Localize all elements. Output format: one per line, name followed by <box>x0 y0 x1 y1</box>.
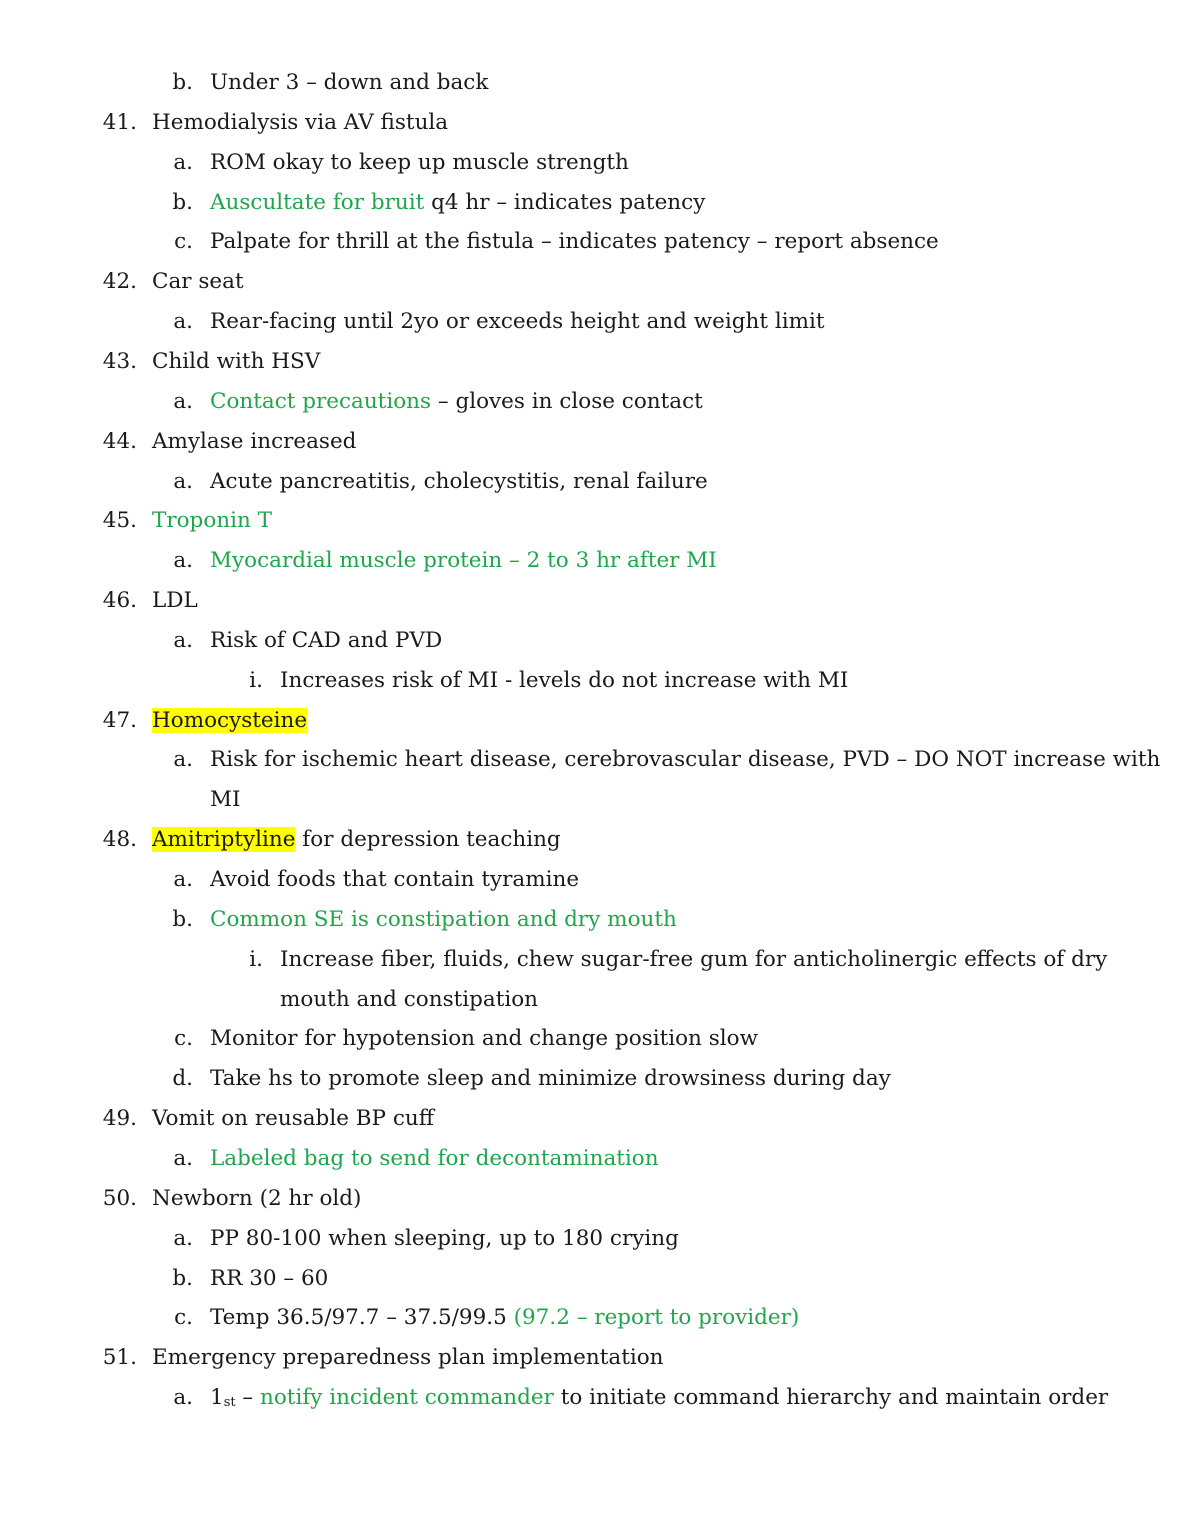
text-segment: Car seat <box>152 269 244 295</box>
list-marker: c. <box>174 229 193 255</box>
outline-item-level-1 <box>0 1179 1190 1219</box>
text-segment: Monitor for hypotension and change position slow <box>210 1026 758 1052</box>
list-marker: a. <box>173 867 193 892</box>
item-text <box>152 262 244 302</box>
text-segment: Newborn (2 hr old) <box>152 1185 362 1211</box>
text-segment: Palpate for thrill at the fistula – indicates patency – report absence <box>210 229 939 255</box>
item-text <box>210 860 579 900</box>
list-marker: 41. <box>102 109 137 135</box>
outline-item-level-2 <box>0 222 1190 262</box>
text-segment: RR 30 – 60 <box>210 1265 329 1291</box>
item-text <box>152 342 320 382</box>
highlighted-text: Homocysteine <box>152 707 308 733</box>
outline-item-level-2 <box>0 860 1190 900</box>
list-marker: c. <box>174 1305 193 1331</box>
text-segment: LDL <box>152 588 198 614</box>
list-marker: b. <box>172 1265 193 1291</box>
text-segment: – gloves in close contact <box>431 388 703 414</box>
outline-item-level-2 <box>0 621 1190 661</box>
list-marker: 44. <box>102 428 137 454</box>
emphasized-text: Myocardial muscle protein – 2 to 3 hr after MI <box>210 548 717 574</box>
item-text <box>210 183 705 223</box>
outline-item-level-2 <box>0 1378 1190 1418</box>
outline-item-level-3 <box>0 940 1190 980</box>
outline-item-level-1 <box>0 1338 1190 1378</box>
list-marker: 45. <box>102 508 137 534</box>
list-marker: a. <box>173 1225 193 1251</box>
item-text <box>210 382 703 422</box>
highlighted-text: Amitriptyline <box>152 827 296 853</box>
list-marker: i. <box>249 667 263 693</box>
outline-item-level-3 <box>0 661 1190 701</box>
item-text <box>152 1179 361 1219</box>
item-text <box>210 1019 758 1059</box>
list-marker: 47. <box>102 707 137 733</box>
text-segment: MI <box>210 787 241 813</box>
text-segment: – <box>235 1385 261 1411</box>
outline-item-level-2 <box>0 1139 1190 1179</box>
item-text <box>280 980 538 1020</box>
outline-item-level-2 <box>0 382 1190 422</box>
outline-item-level-1 <box>0 422 1190 462</box>
text-segment: Increase fiber, fluids, chew sugar-free gum for anticholinergic effects of dry <box>280 946 1108 972</box>
emphasized-text: notify incident commander <box>260 1385 554 1411</box>
item-text <box>210 1059 891 1099</box>
list-marker: a. <box>173 388 193 414</box>
outline-item-level-1 <box>0 581 1190 621</box>
list-marker: 51. <box>102 1345 137 1371</box>
item-text <box>152 501 272 541</box>
emphasized-text: Auscultate for bruit <box>210 189 425 215</box>
list-marker: a. <box>173 149 193 175</box>
text-segment: 1 <box>210 1385 224 1411</box>
list-marker: i. <box>249 946 263 972</box>
text-segment: Emergency preparedness plan implementation <box>152 1345 664 1371</box>
text-segment: Hemodialysis via AV fistula <box>152 109 449 135</box>
item-text <box>210 780 241 820</box>
list-marker: a. <box>173 1385 193 1411</box>
outline-item-level-1 <box>0 342 1190 382</box>
item-text <box>280 661 848 701</box>
outline-item-level-2 <box>0 1059 1190 1099</box>
item-text <box>210 302 825 342</box>
outline-item-level-2 <box>0 1019 1190 1059</box>
item-text <box>210 1259 328 1299</box>
emphasized-text: Contact precautions <box>210 388 432 414</box>
text-segment: mouth and constipation <box>280 986 539 1012</box>
text-segment: Rear-facing until 2yo or exceeds height and weight limit <box>210 309 825 335</box>
list-marker: d. <box>172 1066 193 1092</box>
outline-item-level-2 <box>0 183 1190 223</box>
outline-item-level-1 <box>0 103 1190 143</box>
text-segment: Under 3 – down and back <box>210 70 489 95</box>
list-marker: a. <box>173 627 193 653</box>
outline-item-level-3 <box>0 980 1190 1020</box>
outline-item-level-1 <box>0 701 1190 741</box>
outline-item-level-1 <box>0 501 1190 541</box>
item-text <box>210 1219 679 1259</box>
item-text <box>152 1338 664 1378</box>
item-text <box>210 1139 659 1179</box>
text-segment: Child with HSV <box>152 348 321 374</box>
list-marker: 50. <box>102 1185 137 1211</box>
list-marker: 42. <box>102 269 137 295</box>
outline-item-level-1 <box>0 262 1190 302</box>
outline-item-level-2 <box>0 780 1190 820</box>
text-segment: for depression teaching <box>295 827 561 853</box>
emphasized-text: Troponin T <box>152 508 273 534</box>
list-marker: b. <box>172 906 193 932</box>
text-segment: Increases risk of MI - levels do not increase with MI <box>280 667 849 693</box>
text-segment: Risk of CAD and PVD <box>210 627 443 653</box>
item-text <box>210 740 1160 780</box>
outline-item-level-2 <box>0 900 1190 940</box>
emphasized-text: Labeled bag to send for decontamination <box>210 1145 659 1171</box>
outline-item-level-1 <box>0 820 1190 860</box>
list-marker: 43. <box>102 348 137 374</box>
list-marker: a. <box>173 309 193 335</box>
item-text <box>210 63 488 103</box>
outline-item-level-2 <box>0 1219 1190 1259</box>
list-marker: b. <box>172 189 193 215</box>
text-segment: q4 hr – indicates patency <box>424 189 706 215</box>
text-segment: st <box>223 1395 236 1411</box>
item-text <box>152 820 561 860</box>
item-text <box>152 581 198 621</box>
item-text <box>152 1099 434 1139</box>
outline-item-level-1 <box>0 1099 1190 1139</box>
outline-item-level-2 <box>0 462 1190 502</box>
item-text <box>210 621 442 661</box>
list-marker: a. <box>173 468 193 494</box>
text-segment: Take hs to promote sleep and minimize drowsiness during day <box>210 1066 891 1092</box>
item-text <box>210 541 717 581</box>
list-marker: a. <box>173 747 193 773</box>
list-marker: 49. <box>102 1106 137 1132</box>
list-marker: a. <box>173 1145 193 1171</box>
text-segment: PP 80-100 when sleeping, up to 180 crying <box>210 1225 679 1251</box>
emphasized-text: Common SE is constipation and dry mouth <box>210 906 677 932</box>
item-text <box>210 1378 1108 1421</box>
text-segment: ROM okay to keep up muscle strength <box>210 149 629 175</box>
outline-item-level-2 <box>0 302 1190 342</box>
item-text <box>210 900 677 940</box>
outline-item-level-2 <box>0 63 1190 103</box>
text-segment: Vomit on reusable BP cuff <box>152 1106 435 1132</box>
item-text <box>152 103 448 143</box>
item-text <box>152 701 307 741</box>
list-marker: 46. <box>102 588 137 614</box>
text-segment: Temp 36.5/97.7 – 37.5/99.5 <box>210 1305 514 1331</box>
text-segment: Risk for ischemic heart disease, cerebrovascular disease, PVD – DO NOT increase with <box>210 747 1161 773</box>
outline-item-level-2 <box>0 1259 1190 1299</box>
outline-item-level-2 <box>0 740 1190 780</box>
list-marker: 48. <box>102 827 137 853</box>
text-segment: Acute pancreatitis, cholecystitis, renal failure <box>210 468 708 494</box>
list-marker: c. <box>174 1026 193 1052</box>
list-marker: b. <box>172 70 193 95</box>
list-marker: a. <box>173 548 193 574</box>
item-text <box>210 222 939 262</box>
outline-item-level-2 <box>0 143 1190 183</box>
text-segment: Avoid foods that contain tyramine <box>210 867 580 892</box>
item-text <box>152 422 356 462</box>
item-text <box>280 940 1107 980</box>
text-segment: to initiate command hierarchy and maintain order <box>553 1385 1109 1411</box>
outline-item-level-2 <box>0 1298 1190 1338</box>
outline-item-level-2 <box>0 541 1190 581</box>
item-text <box>210 1298 799 1338</box>
item-text <box>210 462 708 502</box>
item-text <box>210 143 629 183</box>
emphasized-text: (97.2 – report to provider) <box>513 1305 800 1331</box>
text-segment: Amylase increased <box>152 428 357 454</box>
